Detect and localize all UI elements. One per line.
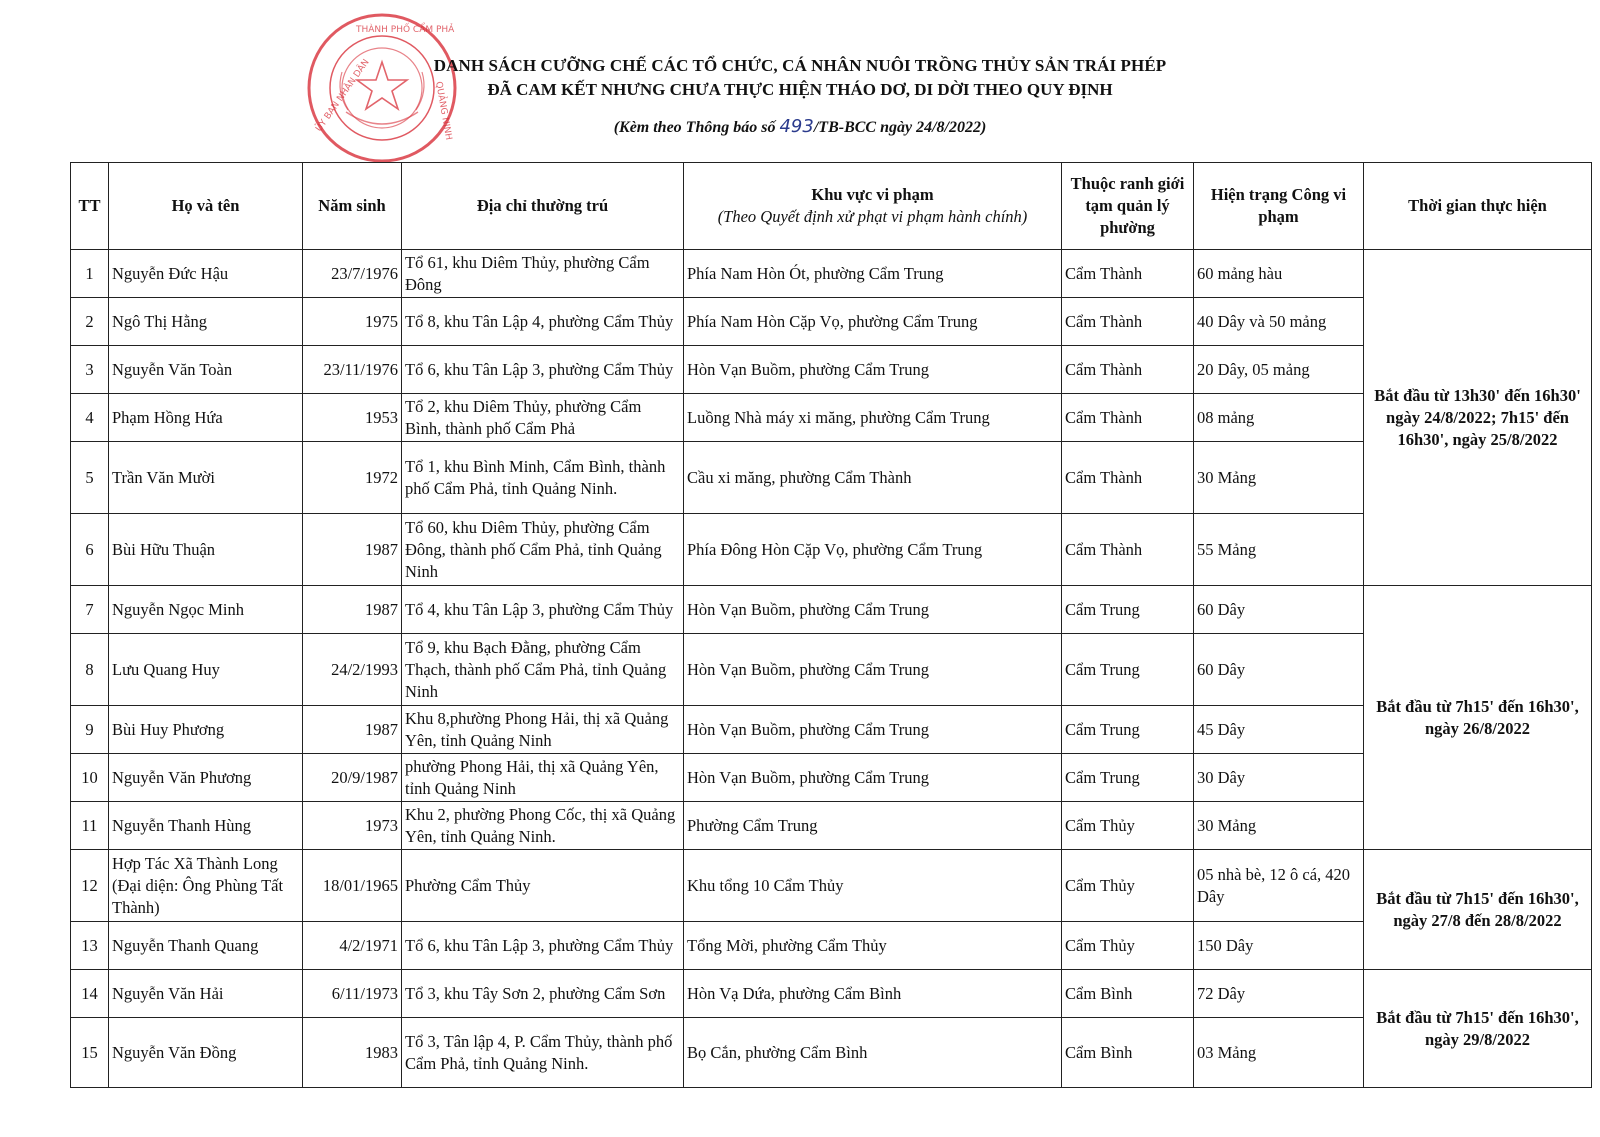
row-birth: 1983 bbox=[303, 1018, 402, 1088]
row-area: Hòn Vạn Buồm, phường Cẩm Trung bbox=[684, 586, 1062, 634]
row-name: Ngô Thị Hằng bbox=[109, 298, 303, 346]
row-tt: 13 bbox=[71, 922, 109, 970]
row-area: Hòn Vạ Dứa, phường Cẩm Bình bbox=[684, 970, 1062, 1018]
row-ward: Cẩm Thủy bbox=[1062, 802, 1194, 850]
table-row bbox=[71, 1018, 1592, 1088]
header-time: Thời gian thực hiện bbox=[1364, 163, 1592, 250]
row-name: Nguyễn Văn Toàn bbox=[109, 346, 303, 394]
row-name: Nguyễn Ngọc Minh bbox=[109, 586, 303, 634]
row-area: Hòn Vạn Buồm, phường Cẩm Trung bbox=[684, 346, 1062, 394]
row-ward: Cẩm Bình bbox=[1062, 1018, 1194, 1088]
row-ward: Cẩm Trung bbox=[1062, 754, 1194, 802]
table-row bbox=[71, 394, 1592, 442]
table-row bbox=[71, 922, 1592, 970]
table-row bbox=[71, 586, 1592, 634]
subtitle-prefix: (Kèm theo Thông báo số bbox=[613, 119, 776, 136]
row-address: Khu 2, phường Phong Cốc, thị xã Quảng Yên, tỉnh Quảng Ninh. bbox=[402, 802, 684, 850]
row-area: Luồng Nhà máy xi măng, phường Cẩm Trung bbox=[684, 394, 1062, 442]
table-body bbox=[71, 250, 1592, 1088]
row-ward: Cẩm Thành bbox=[1062, 298, 1194, 346]
row-area: Phía Nam Hòn Cặp Vọ, phường Cẩm Trung bbox=[684, 298, 1062, 346]
svg-text:QUẢNG NINH: QUẢNG NINH bbox=[433, 80, 454, 141]
row-status: 20 Dây, 05 mảng bbox=[1194, 346, 1364, 394]
row-time-group: Bắt đầu từ 13h30' đến 16h30' ngày 24/8/2022; 7h15' đến 16h30', ngày 25/8/2022 bbox=[1364, 250, 1592, 586]
row-ward: Cẩm Thủy bbox=[1062, 850, 1194, 922]
document-subtitle bbox=[0, 116, 1600, 137]
row-birth: 1972 bbox=[303, 442, 402, 514]
header-status: Hiện trạng Công vi phạm bbox=[1194, 163, 1364, 250]
header-ward: Thuộc ranh giới tạm quản lý phường bbox=[1062, 163, 1194, 250]
header-tt: TT bbox=[71, 163, 109, 250]
row-status: 40 Dây và 50 mảng bbox=[1194, 298, 1364, 346]
row-status: 30 Mảng bbox=[1194, 802, 1364, 850]
row-ward: Cẩm Thành bbox=[1062, 346, 1194, 394]
row-status: 30 Dây bbox=[1194, 754, 1364, 802]
row-ward: Cẩm Thành bbox=[1062, 514, 1194, 586]
subtitle-suffix: /TB-BCC ngày 24/8/2022) bbox=[813, 119, 987, 136]
row-tt: 6 bbox=[71, 514, 109, 586]
row-name: Nguyễn Văn Hải bbox=[109, 970, 303, 1018]
header-birth: Năm sinh bbox=[303, 163, 402, 250]
row-address: phường Phong Hải, thị xã Quảng Yên, tỉnh Quảng Ninh bbox=[402, 754, 684, 802]
row-name: Phạm Hồng Hứa bbox=[109, 394, 303, 442]
row-name: Hợp Tác Xã Thành Long (Đại diện: Ông Phùng Tất Thành) bbox=[109, 850, 303, 922]
row-birth: 6/11/1973 bbox=[303, 970, 402, 1018]
row-birth: 1953 bbox=[303, 394, 402, 442]
row-birth: 24/2/1993 bbox=[303, 634, 402, 706]
row-tt: 7 bbox=[71, 586, 109, 634]
row-birth: 18/01/1965 bbox=[303, 850, 402, 922]
row-tt: 12 bbox=[71, 850, 109, 922]
row-name: Nguyễn Thanh Quang bbox=[109, 922, 303, 970]
row-area: Tổng Mời, phường Cẩm Thủy bbox=[684, 922, 1062, 970]
row-area: Cầu xi măng, phường Cẩm Thành bbox=[684, 442, 1062, 514]
row-address: Tổ 6, khu Tân Lập 3, phường Cẩm Thủy bbox=[402, 346, 684, 394]
row-area: Khu tổng 10 Cẩm Thủy bbox=[684, 850, 1062, 922]
row-address: Tổ 8, khu Tân Lập 4, phường Cẩm Thủy bbox=[402, 298, 684, 346]
table-row bbox=[71, 442, 1592, 514]
table-row bbox=[71, 250, 1592, 298]
row-status: 05 nhà bè, 12 ô cá, 420 Dây bbox=[1194, 850, 1364, 922]
row-area: Hòn Vạn Buồm, phường Cẩm Trung bbox=[684, 754, 1062, 802]
row-birth: 1987 bbox=[303, 706, 402, 754]
table-row bbox=[71, 754, 1592, 802]
row-area: Bọ Cắn, phường Cẩm Bình bbox=[684, 1018, 1062, 1088]
row-birth: 1987 bbox=[303, 586, 402, 634]
row-address: Tổ 9, khu Bạch Đằng, phường Cẩm Thạch, thành phố Cẩm Phả, tỉnh Quảng Ninh bbox=[402, 634, 684, 706]
table-row bbox=[71, 298, 1592, 346]
notice-number: 493 bbox=[779, 116, 814, 137]
row-name: Bùi Huy Phương bbox=[109, 706, 303, 754]
row-time-group: Bắt đầu từ 7h15' đến 16h30', ngày 29/8/2022 bbox=[1364, 970, 1592, 1088]
row-tt: 9 bbox=[71, 706, 109, 754]
row-address: Khu 8,phường Phong Hải, thị xã Quảng Yên, tỉnh Quảng Ninh bbox=[402, 706, 684, 754]
row-area: Hòn Vạn Buồm, phường Cẩm Trung bbox=[684, 634, 1062, 706]
row-name: Bùi Hữu Thuận bbox=[109, 514, 303, 586]
row-status: 55 Mảng bbox=[1194, 514, 1364, 586]
row-address: Tổ 3, Tân lập 4, P. Cẩm Thủy, thành phố Cẩm Phả, tỉnh Quảng Ninh. bbox=[402, 1018, 684, 1088]
header-address: Địa chỉ thường trú bbox=[402, 163, 684, 250]
row-status: 08 mảng bbox=[1194, 394, 1364, 442]
row-area: Hòn Vạn Buồm, phường Cẩm Trung bbox=[684, 706, 1062, 754]
row-address: Tổ 61, khu Diêm Thủy, phường Cẩm Đông bbox=[402, 250, 684, 298]
row-ward: Cẩm Thành bbox=[1062, 250, 1194, 298]
row-name: Nguyễn Thanh Hùng bbox=[109, 802, 303, 850]
svg-text:THÀNH PHỐ CẨM PHẢ: THÀNH PHỐ CẨM PHẢ bbox=[356, 25, 455, 35]
row-birth: 23/7/1976 bbox=[303, 250, 402, 298]
row-address: Tổ 1, khu Bình Minh, Cẩm Bình, thành phố Cẩm Phả, tỉnh Quảng Ninh. bbox=[402, 442, 684, 514]
header-area-subtitle: (Theo Quyết định xử phạt vi phạm hành chính) bbox=[717, 207, 1028, 226]
row-area: Phường Cẩm Trung bbox=[684, 802, 1062, 850]
row-address: Phường Cẩm Thủy bbox=[402, 850, 684, 922]
svg-text:ỦY BAN NHÂN DÂN: ỦY BAN NHÂN DÂN bbox=[314, 57, 372, 134]
row-tt: 3 bbox=[71, 346, 109, 394]
row-tt: 5 bbox=[71, 442, 109, 514]
table-row bbox=[71, 346, 1592, 394]
row-tt: 15 bbox=[71, 1018, 109, 1088]
table-row bbox=[71, 970, 1592, 1018]
table-header-row bbox=[71, 163, 1592, 250]
row-tt: 8 bbox=[71, 634, 109, 706]
row-tt: 1 bbox=[71, 250, 109, 298]
document-title-line2: ĐÃ CAM KẾT NHƯNG CHƯA THỰC HIỆN THÁO DƠ, DI DỜI THEO QUY ĐỊNH bbox=[487, 80, 1113, 99]
row-ward: Cẩm Trung bbox=[1062, 706, 1194, 754]
table-row bbox=[71, 802, 1592, 850]
row-address: Tổ 60, khu Diêm Thủy, phường Cẩm Đông, thành phố Cẩm Phả, tỉnh Quảng Ninh bbox=[402, 514, 684, 586]
row-address: Tổ 4, khu Tân Lập 3, phường Cẩm Thủy bbox=[402, 586, 684, 634]
document-title-line1: DANH SÁCH CƯỠNG CHẾ CÁC TỔ CHỨC, CÁ NHÂN NUÔI TRỒNG THỦY SẢN TRÁI PHÉP bbox=[433, 56, 1167, 75]
row-birth: 1973 bbox=[303, 802, 402, 850]
row-status: 45 Dây bbox=[1194, 706, 1364, 754]
row-name: Nguyễn Đức Hậu bbox=[109, 250, 303, 298]
row-status: 60 mảng hàu bbox=[1194, 250, 1364, 298]
row-ward: Cẩm Trung bbox=[1062, 634, 1194, 706]
table-row bbox=[71, 634, 1592, 706]
row-birth: 4/2/1971 bbox=[303, 922, 402, 970]
row-birth: 23/11/1976 bbox=[303, 346, 402, 394]
row-status: 30 Mảng bbox=[1194, 442, 1364, 514]
row-area: Phía Đông Hòn Cặp Vọ, phường Cẩm Trung bbox=[684, 514, 1062, 586]
row-tt: 11 bbox=[71, 802, 109, 850]
row-tt: 2 bbox=[71, 298, 109, 346]
row-name: Nguyễn Văn Đồng bbox=[109, 1018, 303, 1088]
row-name: Lưu Quang Huy bbox=[109, 634, 303, 706]
row-ward: Cẩm Trung bbox=[1062, 586, 1194, 634]
row-status: 150 Dây bbox=[1194, 922, 1364, 970]
enforcement-table bbox=[70, 162, 1592, 1088]
header-area-title: Khu vực vi phạm bbox=[811, 185, 934, 204]
row-address: Tổ 2, khu Diêm Thủy, phường Cẩm Bình, thành phố Cẩm Phả bbox=[402, 394, 684, 442]
row-area: Phía Nam Hòn Ót, phường Cẩm Trung bbox=[684, 250, 1062, 298]
row-name: Nguyễn Văn Phương bbox=[109, 754, 303, 802]
row-time-group: Bắt đầu từ 7h15' đến 16h30', ngày 26/8/2022 bbox=[1364, 586, 1592, 850]
row-birth: 1987 bbox=[303, 514, 402, 586]
row-address: Tổ 3, khu Tây Sơn 2, phường Cẩm Sơn bbox=[402, 970, 684, 1018]
row-tt: 4 bbox=[71, 394, 109, 442]
row-birth: 20/9/1987 bbox=[303, 754, 402, 802]
header-name: Họ và tên bbox=[109, 163, 303, 250]
table-row bbox=[71, 850, 1592, 922]
row-tt: 14 bbox=[71, 970, 109, 1018]
row-name: Trần Văn Mười bbox=[109, 442, 303, 514]
table-row bbox=[71, 706, 1592, 754]
row-ward: Cẩm Thành bbox=[1062, 394, 1194, 442]
row-tt: 10 bbox=[71, 754, 109, 802]
row-ward: Cẩm Bình bbox=[1062, 970, 1194, 1018]
row-ward: Cẩm Thủy bbox=[1062, 922, 1194, 970]
row-ward: Cẩm Thành bbox=[1062, 442, 1194, 514]
row-status: 03 Mảng bbox=[1194, 1018, 1364, 1088]
row-status: 60 Dây bbox=[1194, 634, 1364, 706]
header-area bbox=[684, 163, 1062, 250]
row-status: 72 Dây bbox=[1194, 970, 1364, 1018]
table-row bbox=[71, 514, 1592, 586]
row-address: Tổ 6, khu Tân Lập 3, phường Cẩm Thủy bbox=[402, 922, 684, 970]
row-birth: 1975 bbox=[303, 298, 402, 346]
row-time-group: Bắt đầu từ 7h15' đến 16h30', ngày 27/8 đến 28/8/2022 bbox=[1364, 850, 1592, 970]
row-status: 60 Dây bbox=[1194, 586, 1364, 634]
